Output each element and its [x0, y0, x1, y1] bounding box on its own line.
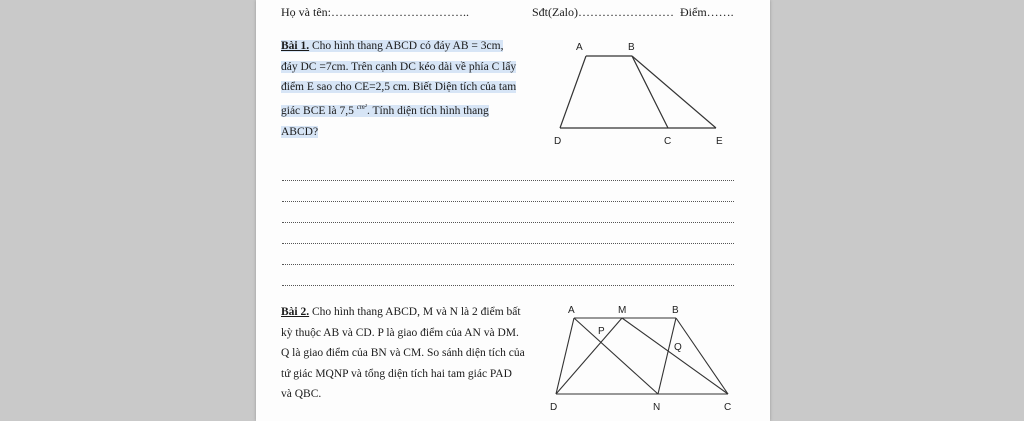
answer-line[interactable] — [282, 243, 734, 244]
answer-line[interactable] — [282, 285, 734, 286]
problem-2-line: kỳ thuộc AB và CD. P là giao điểm của AN và DM. — [281, 326, 519, 339]
problem-2-line: Cho hình thang ABCD, M và N là 2 điểm bất — [309, 306, 521, 318]
point-label-e: E — [716, 136, 723, 147]
answer-line[interactable] — [282, 264, 734, 265]
answer-line[interactable] — [282, 201, 734, 202]
point-label-d: D — [550, 402, 558, 413]
problem-2-line: tứ giác MQNP và tổng diện tích hai tam giác PAD — [281, 367, 512, 380]
answer-line[interactable] — [282, 180, 734, 181]
point-label-m: M — [618, 305, 627, 316]
area-unit: cm² — [356, 103, 367, 112]
name-field-label: Họ và tên:…………………………….. — [281, 5, 469, 19]
worksheet-page — [256, 0, 770, 421]
point-label-p: P — [598, 326, 605, 337]
point-label-c: C — [724, 402, 732, 413]
point-label-n: N — [653, 402, 661, 413]
point-label-d: D — [554, 136, 562, 147]
problem-1-line: đáy DC =7cm. Trên cạnh DC kéo dài về phía C lấy — [281, 60, 517, 73]
problem-2-title: Bài 2. — [281, 306, 310, 318]
point-label-q: Q — [674, 342, 682, 353]
point-label-b: B — [672, 305, 679, 316]
problem-1-line: Cho hình thang ABCD có đáy AB = 3cm, — [309, 40, 504, 52]
point-label-a: A — [568, 305, 575, 316]
trapezoid-figure-1 — [546, 36, 736, 151]
problem-1-line: giác BCE là 7,5 — [281, 105, 354, 118]
problem-1-line: ABCD? — [281, 125, 319, 138]
problem-2-text — [281, 302, 543, 405]
score-field-label: Điểm……. — [680, 5, 734, 19]
trapezoid-figure-2 — [546, 298, 746, 421]
answer-line[interactable] — [282, 222, 734, 223]
point-label-b: B — [628, 42, 635, 53]
problem-2-line: và QBC. — [281, 388, 322, 400]
problem-2-line: Q là giao điểm của BN và CM. So sánh diện tích của — [281, 347, 525, 359]
phone-field-label: Sđt(Zalo)…………………… — [532, 5, 674, 19]
problem-1-line: điểm E sao cho CE=2,5 cm. Biết Diện tích của tam — [281, 81, 517, 93]
point-label-c: C — [664, 136, 672, 147]
point-label-a: A — [576, 42, 583, 53]
problem-1-text — [281, 36, 543, 142]
problem-1-title: Bài 1. — [281, 40, 310, 52]
problem-1-line: . Tính diện tích hình thang — [366, 105, 489, 118]
